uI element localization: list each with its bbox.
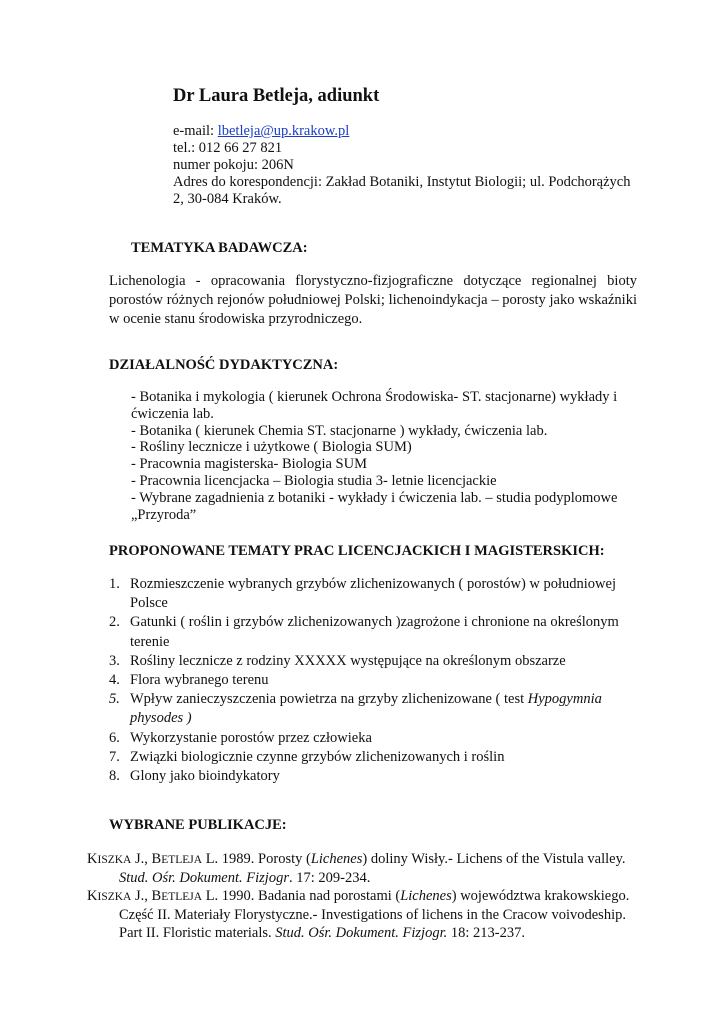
publications-list xyxy=(87,850,647,942)
list-item: - Pracownia licencjacka – Biologia studia 3- letnie licencjackie xyxy=(131,472,497,489)
author-initial: B xyxy=(151,888,162,904)
item-number: 3. xyxy=(109,652,120,669)
item-text: Związki biologicznie czynne grzybów zlichenizowanych i roślin xyxy=(130,748,505,765)
journal-name: Stud. Ośr. Dokument. Fizjogr. xyxy=(275,925,448,941)
page-title: Dr Laura Betleja, adiunkt xyxy=(173,86,380,106)
author-name: ISZKA xyxy=(97,854,132,866)
author-suffix: J., xyxy=(131,851,152,867)
list-item xyxy=(109,671,649,690)
list-item: - Wybrane zagadnienia z botaniki - wykłady i ćwiczenia lab. – studia podyplomowe „Przyroda” xyxy=(131,489,618,523)
item-number: 1. xyxy=(109,576,120,592)
author-suffix: L. 1989. Porosty ( xyxy=(202,851,311,867)
publication-pages: 18: 213-237. xyxy=(447,925,525,941)
theses-list xyxy=(109,575,649,786)
taxon-italic: Lichenes xyxy=(400,888,452,904)
research-heading: TEMATYKA BADAWCZA: xyxy=(131,240,308,256)
item-italic-text: Hypogymnia physodes ) xyxy=(130,691,602,727)
list-item xyxy=(109,767,649,786)
email-link[interactable]: lbetleja@up.krakow.pl xyxy=(217,123,350,139)
author-name: ETLEJA xyxy=(161,891,203,903)
list-item xyxy=(109,575,649,613)
list-item xyxy=(109,690,649,728)
list-item xyxy=(109,652,649,671)
list-item xyxy=(109,729,649,748)
item-text: Wpływ zanieczyszczenia powietrza na grzyby zlichenizowane ( test xyxy=(130,691,528,708)
teaching-list xyxy=(131,389,631,523)
author-name: ETLEJA xyxy=(161,854,203,866)
item-text: Wykorzystanie porostów przez człowieka xyxy=(130,729,372,746)
phone-line: tel.: 012 66 27 821 xyxy=(173,140,283,156)
publication-entry xyxy=(87,887,647,942)
item-text: Glony jako bioindykatory xyxy=(130,768,280,785)
publication-entry xyxy=(87,850,647,887)
author-suffix: L. 1990. Badania nad porostami ( xyxy=(202,888,401,904)
publication-pages: . 17: 209-234. xyxy=(288,870,371,886)
item-number: 8. xyxy=(109,768,120,785)
email-label: e-mail: xyxy=(173,123,218,139)
author-initial: B xyxy=(151,851,162,867)
email-line xyxy=(173,123,349,140)
publication-title: ) województwa krakowskiego. Część II. Materiały Florystyczne.- Investigations of lichens in the Cracow voivodeship. Part II. Floristic materials. xyxy=(119,888,630,941)
item-text: Gatunki ( roślin i grzybów zlichenizowanych )zagrożone i chronione na określonym terenie xyxy=(130,614,619,650)
list-item: - Pracownia magisterska- Biologia SUM xyxy=(131,456,367,473)
room-line: numer pokoju: 206N xyxy=(173,157,294,173)
item-text: Rośliny lecznicze z rodziny XXXXX występujące na określonym obszarze xyxy=(130,652,566,669)
list-item: - Rośliny lecznicze i użytkowe ( Biologia SUM) xyxy=(131,439,412,456)
journal-name: Stud. Ośr. Dokument. Fizjogr xyxy=(119,870,289,886)
item-text: Flora wybranego terenu xyxy=(130,672,269,689)
theses-heading: PROPONOWANE TEMATY PRAC LICENCJACKICH I MAGISTERSKICH: xyxy=(109,543,605,559)
item-number: 6. xyxy=(109,729,120,746)
item-number: 2. xyxy=(109,614,120,631)
author-initial: K xyxy=(87,851,98,867)
teaching-heading: DZIAŁALNOŚĆ DYDAKTYCZNA: xyxy=(109,357,339,373)
author-suffix: J., xyxy=(131,888,152,904)
author-name: ISZKA xyxy=(97,891,132,903)
item-number: 5. xyxy=(109,691,120,708)
address-line-1: Adres do korespondencji: Zakład Botaniki, Instytut Biologii; ul. Podchorążych xyxy=(173,174,631,190)
taxon-italic: Lichenes xyxy=(310,851,363,867)
address-line-2: 2, 30-084 Kraków. xyxy=(173,191,282,207)
item-number: 7. xyxy=(109,748,120,765)
item-text: Rozmieszczenie wybranych grzybów zlichenizowanych ( porostów) w południowej Polsce xyxy=(130,576,616,612)
publications-heading: WYBRANE PUBLIKACJE: xyxy=(109,817,287,833)
list-item: - Botanika ( kierunek Chemia ST. stacjonarne ) wykłady, ćwiczenia lab. xyxy=(131,422,548,439)
list-item xyxy=(109,748,649,767)
author-initial: K xyxy=(87,888,98,904)
research-text: Lichenologia - opracowania florystyczno-fizjograficzne dotyczące regionalnej bioty porostów różnych rejonów południowej Polski; lichenoindykacja – porosty jako wskaźniki w ocenie stanu środowiska przyrodniczego. xyxy=(109,273,637,327)
list-item: - Botanika i mykologia ( kierunek Ochrona Środowiska- ST. stacjonarne) wykłady i ćwiczenia lab. xyxy=(131,389,618,422)
publication-title: ) doliny Wisły.- Lichens of the Vistula valley. xyxy=(362,851,626,867)
item-number: 4. xyxy=(109,672,120,689)
list-item xyxy=(109,613,649,651)
